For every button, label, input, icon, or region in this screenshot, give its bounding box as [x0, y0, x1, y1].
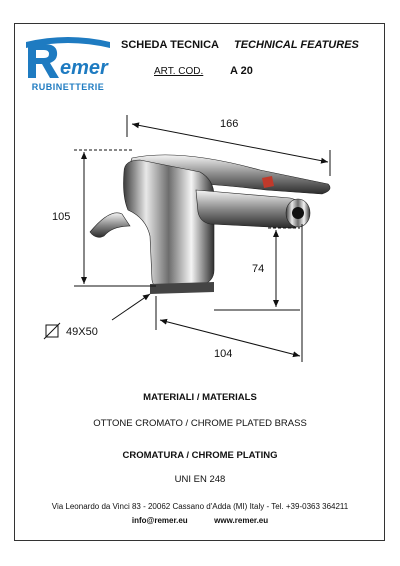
plating-heading: CROMATURA / CHROME PLATING: [122, 450, 278, 461]
art-code-value: A 20: [230, 65, 253, 77]
materials-heading: MATERIALI / MATERIALS: [143, 392, 257, 403]
technical-drawing: [0, 100, 400, 380]
title-italian: SCHEDA TECNICA: [121, 39, 219, 51]
svg-text:emer: emer: [60, 57, 108, 79]
footer-web[interactable]: www.remer.eu: [214, 516, 269, 525]
plating-value: UNI EN 248: [174, 474, 226, 485]
footer-address: Via Leonardo da Vinci 83 - 20062 Cassano d'Adda (MI) Italy - Tel. +39-0363 364211: [51, 502, 349, 511]
footer-contacts: [0, 516, 400, 525]
dim-height: 105: [52, 211, 71, 223]
dim-width: 166: [220, 118, 239, 130]
dim-spout-height: 74: [252, 263, 265, 275]
materials-value: OTTONE CROMATO / CHROME PLATED BRASS: [93, 418, 307, 429]
dim-base: 49X50: [66, 326, 98, 338]
faucet-illustration: [90, 155, 330, 294]
title-english: TECHNICAL FEATURES: [234, 39, 359, 51]
art-code-label: ART. COD.: [154, 66, 204, 77]
footer-email[interactable]: info@remer.eu: [131, 516, 188, 525]
dim-reach: 104: [214, 348, 233, 360]
logo-subtitle: RUBINETTERIE: [31, 82, 105, 92]
